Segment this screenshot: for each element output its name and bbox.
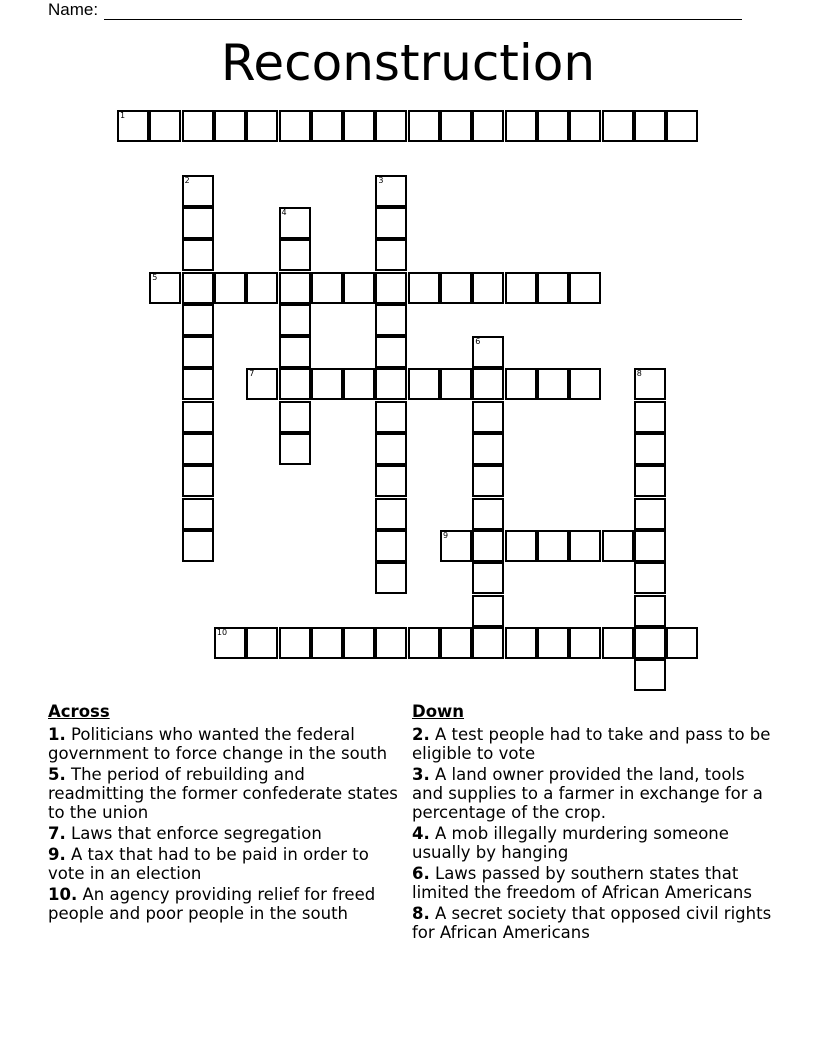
clue-number: 7. [48,824,66,843]
clue-text: An agency providing relief for freed people and poor people in the south [48,885,376,923]
down-clue [412,765,772,822]
clue-text: Politicians who wanted the federal government to force change in the south [48,725,388,763]
grid-cell[interactable] [408,110,440,142]
grid-cell[interactable] [505,530,537,562]
grid-cell[interactable] [311,627,343,659]
grid-cell[interactable] [182,175,214,207]
clue-number: 4. [412,824,430,843]
grid-cell[interactable] [440,627,472,659]
grid-cell[interactable] [182,110,214,142]
page-title: Reconstruction [220,34,596,92]
grid-cell[interactable] [246,110,278,142]
clue-number-label: 3 [378,175,384,185]
grid-cell[interactable] [182,530,214,562]
grid-cell[interactable] [375,627,407,659]
grid-cell[interactable] [472,562,504,594]
clue-number: 1. [48,725,66,744]
grid-cell[interactable] [375,272,407,304]
clue-number: 9. [48,845,66,864]
grid-cell[interactable] [279,272,311,304]
grid-cell[interactable] [472,336,504,368]
grid-cell[interactable] [279,239,311,271]
grid-cell[interactable] [182,465,214,497]
grid-cell[interactable] [505,368,537,400]
grid-cell[interactable] [408,272,440,304]
grid-cell[interactable] [505,627,537,659]
grid-cell[interactable] [375,498,407,530]
clue-number: 2. [412,725,430,744]
grid-cell[interactable] [569,110,601,142]
grid-cell[interactable] [311,110,343,142]
down-clue [412,725,772,763]
grid-cell[interactable] [182,368,214,400]
grid-cell[interactable] [182,433,214,465]
grid-cell[interactable] [279,401,311,433]
grid-cell[interactable] [472,595,504,627]
grid-cell[interactable] [343,272,375,304]
across-clue [48,765,404,822]
clue-text: A tax that had to be paid in order to vote in an election [48,845,369,883]
clue-number-label: 10 [216,627,228,637]
grid-cell[interactable] [634,595,666,627]
name-label: Name: [48,0,99,19]
grid-cell[interactable] [375,336,407,368]
grid-cell[interactable] [343,368,375,400]
grid-cell[interactable] [505,110,537,142]
grid-cell[interactable] [375,465,407,497]
across-heading: Across [48,702,110,721]
grid-cell[interactable] [634,465,666,497]
grid-cell[interactable] [214,272,246,304]
clue-text: A test people had to take and pass to be eligible to vote [412,725,771,763]
clue-number: 5. [48,765,66,784]
grid-cell[interactable] [182,336,214,368]
grid-cell[interactable] [472,530,504,562]
down-clue [412,904,772,942]
grid-cell[interactable] [472,368,504,400]
grid-cell[interactable] [279,110,311,142]
clue-text: A secret society that opposed civil rights for African Americans [412,904,772,942]
grid-cell[interactable] [279,433,311,465]
clue-text: Laws that enforce segregation [71,824,322,843]
grid-cell[interactable] [246,368,278,400]
grid-cell[interactable] [311,368,343,400]
across-clue [48,824,404,843]
across-clues [48,702,404,925]
grid-cell[interactable] [634,368,666,400]
grid-cell[interactable] [440,110,472,142]
grid-cell[interactable] [246,272,278,304]
grid-cell[interactable] [214,110,246,142]
down-clue [412,864,772,902]
clue-text: A mob illegally murdering someone usually by hanging [412,824,729,862]
clue-number-label: 8 [636,369,642,379]
grid-cell[interactable] [375,562,407,594]
grid-cell[interactable] [214,627,246,659]
clue-text: The period of rebuilding and readmitting the former confederate states to the union [48,765,398,822]
grid-cell[interactable] [472,433,504,465]
grid-cell[interactable] [149,272,181,304]
grid-cell[interactable] [569,272,601,304]
grid-cell[interactable] [569,368,601,400]
clue-number-label: 9 [443,530,449,540]
grid-cell[interactable] [182,272,214,304]
grid-cell[interactable] [375,207,407,239]
grid-cell[interactable] [634,401,666,433]
grid-cell[interactable] [375,433,407,465]
clue-number-label: 6 [475,337,481,347]
grid-cell[interactable] [279,207,311,239]
clue-number: 6. [412,864,430,883]
grid-cell[interactable] [311,272,343,304]
clue-number-label: 5 [152,272,158,282]
clue-number-label: 4 [281,207,287,217]
grid-cell[interactable] [602,627,634,659]
grid-cell[interactable] [246,627,278,659]
grid-cell[interactable] [472,110,504,142]
down-clue [412,824,772,862]
grid-cell[interactable] [537,530,569,562]
grid-cell[interactable] [440,272,472,304]
grid-cell[interactable] [505,272,537,304]
grid-cell[interactable] [149,110,181,142]
grid-cell[interactable] [408,627,440,659]
grid-cell[interactable] [472,465,504,497]
grid-cell[interactable] [634,110,666,142]
clue-number: 3. [412,765,430,784]
grid-cell[interactable] [182,304,214,336]
across-clue [48,845,404,883]
grid-cell[interactable] [408,368,440,400]
clue-number-label: 1 [120,111,126,120]
grid-cell[interactable] [279,627,311,659]
grid-cell[interactable] [182,207,214,239]
grid-cell[interactable] [472,272,504,304]
grid-cell[interactable] [602,530,634,562]
grid-cell[interactable] [666,110,698,142]
grid-cell[interactable] [117,110,149,142]
clue-text: A land owner provided the land, tools and supplies to a farmer in exchange for a percentage of the crop. [412,765,763,822]
grid-cell[interactable] [375,175,407,207]
grid-cell[interactable] [634,433,666,465]
grid-cell[interactable] [182,498,214,530]
grid-cell[interactable] [375,530,407,562]
grid-cell[interactable] [602,110,634,142]
grid-cell[interactable] [375,304,407,336]
grid-cell[interactable] [440,368,472,400]
grid-cell[interactable] [537,272,569,304]
grid-cell[interactable] [634,562,666,594]
grid-cell[interactable] [537,368,569,400]
across-clue [48,725,404,763]
grid-cell[interactable] [634,498,666,530]
clue-number: 10. [48,885,78,904]
grid-cell[interactable] [375,368,407,400]
grid-cell[interactable] [472,498,504,530]
across-clue [48,885,404,923]
clue-number-label: 7 [249,369,255,379]
grid-cell[interactable] [634,627,666,659]
grid-cell[interactable] [634,659,666,691]
clue-number: 8. [412,904,430,923]
grid-cell[interactable] [375,239,407,271]
grid-cell[interactable] [375,110,407,142]
grid-cell[interactable] [343,110,375,142]
grid-cell[interactable] [634,530,666,562]
grid-cell[interactable] [472,401,504,433]
grid-cell[interactable] [569,530,601,562]
clue-text: Laws passed by southern states that limited the freedom of African Americans [412,864,752,902]
grid-cell[interactable] [537,627,569,659]
grid-cell[interactable] [182,239,214,271]
grid-cell[interactable] [343,627,375,659]
grid-cell[interactable] [440,530,472,562]
grid-cell[interactable] [472,627,504,659]
down-clues [412,702,772,944]
grid-cell[interactable] [537,110,569,142]
grid-cell[interactable] [569,627,601,659]
grid-cell[interactable] [182,401,214,433]
grid-cell[interactable] [279,368,311,400]
grid-cell[interactable] [279,304,311,336]
grid-cell[interactable] [375,401,407,433]
down-heading: Down [412,702,465,721]
clue-number-label: 2 [184,175,190,185]
grid-cell[interactable] [666,627,698,659]
grid-cell[interactable] [279,336,311,368]
